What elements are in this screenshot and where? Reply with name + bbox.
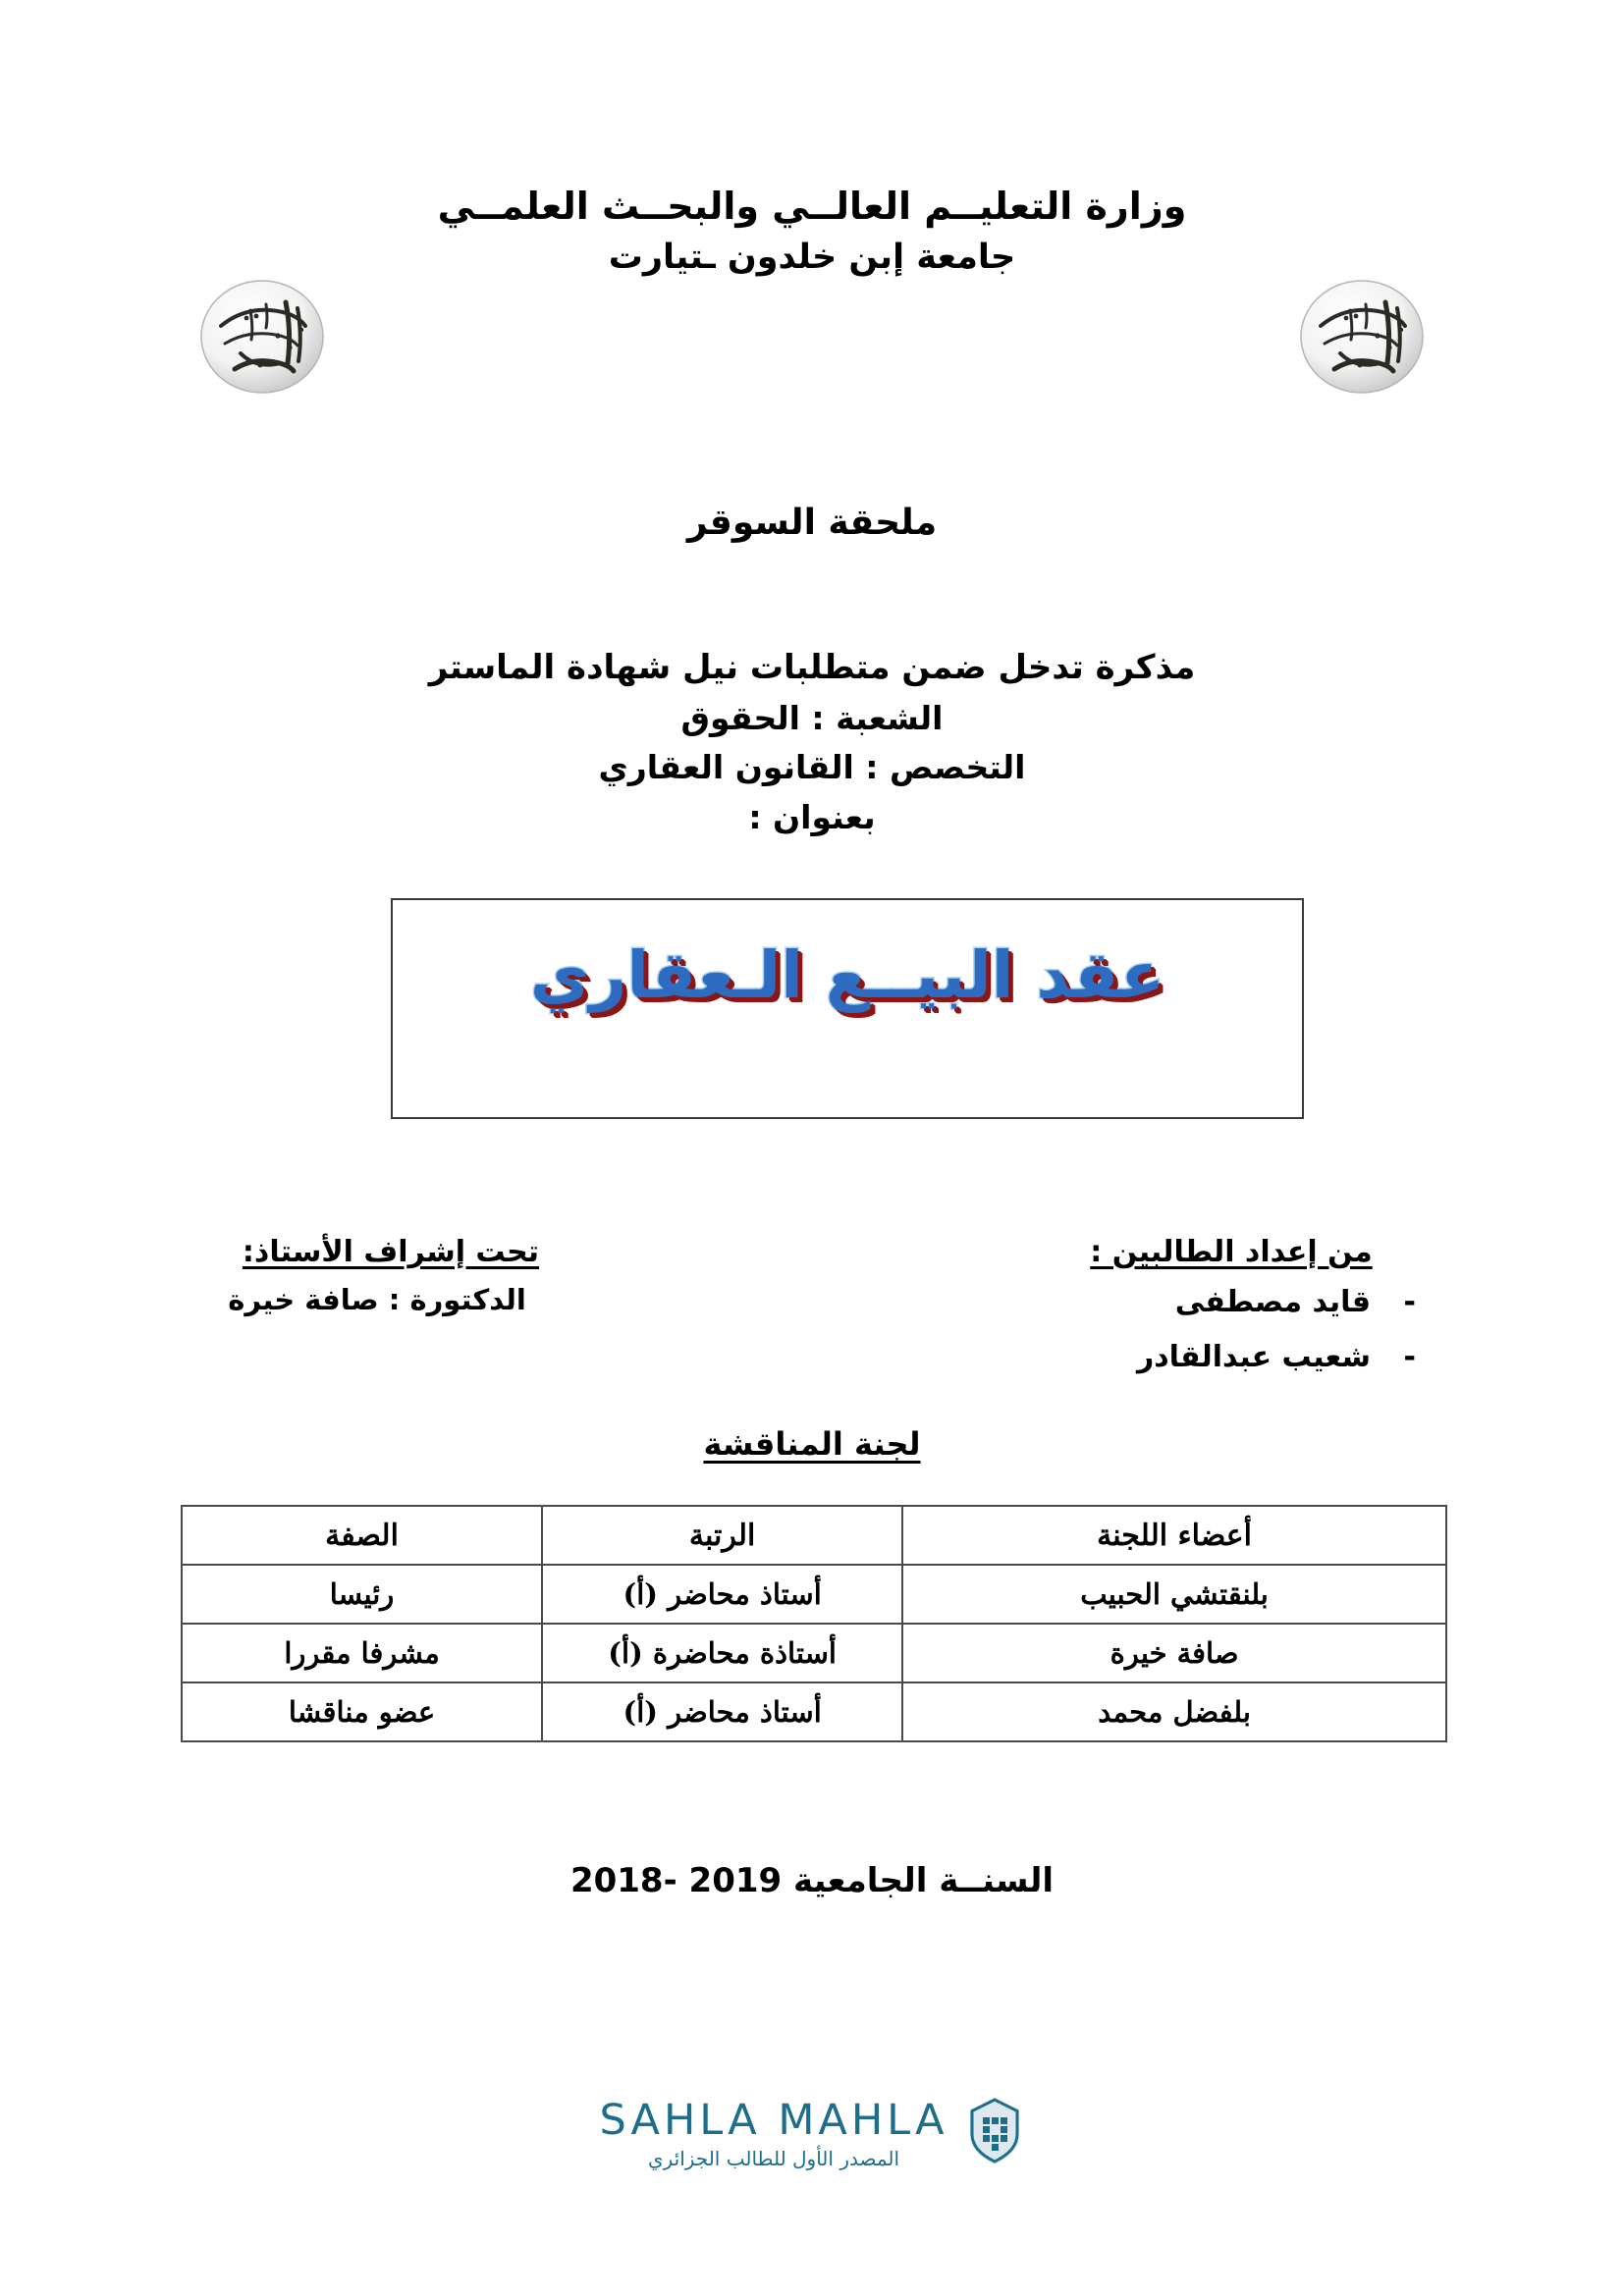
column-header-role: الصفة	[182, 1506, 542, 1565]
jury-member-role: مشرفا مقررا	[182, 1624, 542, 1682]
table-row	[182, 1624, 1446, 1682]
ministry-line: وزارة التعليــم العالــي والبحــث العلمــي	[437, 185, 1187, 228]
degree-branch: الشعبة : الحقوق	[680, 698, 944, 737]
university-seal-left-icon	[191, 275, 333, 399]
degree-block	[0, 643, 1624, 836]
jury-member-name: صافة خيرة	[902, 1624, 1446, 1682]
students-heading: من إعداد الطالبين :	[1090, 1235, 1373, 1269]
jury-member-role: عضو مناقشا	[182, 1682, 542, 1741]
supervisor-block	[145, 1235, 636, 1316]
academic-year-value: 2018- 2019	[569, 1861, 783, 1900]
jury-member-name: بلنقتشي الحبيب	[902, 1565, 1446, 1624]
academic-year	[0, 1861, 1624, 1900]
student-name: قايد مصطفى	[1174, 1285, 1371, 1319]
degree-statement: مذكرة تدخل ضمن متطلبات نيل شهادة الماستر	[428, 648, 1196, 687]
student-name-row	[996, 1337, 1467, 1379]
student-name: شعيب عبدالقادر	[1136, 1339, 1371, 1374]
student-bullet: -	[1403, 1339, 1416, 1374]
document-header	[0, 182, 1624, 280]
student-name-row	[996, 1282, 1467, 1324]
jury-member-rank: أستاذة محاضرة (أ)	[542, 1624, 902, 1682]
brand-footer	[0, 2096, 1624, 2170]
brand-tagline: المصدر الأول للطالب الجزائري	[647, 2147, 900, 2170]
academic-year-label: السنــة الجامعية	[793, 1861, 1055, 1900]
university-seal-right-icon	[1291, 275, 1433, 399]
annex-line: ملحقة السوقر	[686, 503, 938, 543]
table-header-row	[182, 1506, 1446, 1565]
titled-label: بعنوان :	[748, 797, 876, 836]
column-header-member: أعضاء اللجنة	[902, 1506, 1446, 1565]
table-row	[182, 1565, 1446, 1624]
brand-text-block	[599, 2096, 947, 2170]
jury-member-name: بلفضل محمد	[902, 1682, 1446, 1741]
students-block	[996, 1235, 1467, 1378]
supervisor-heading: تحت إشراف الأستاذ:	[242, 1235, 540, 1269]
jury-member-role: رئيسا	[182, 1565, 542, 1624]
jury-title-text: لجنة المناقشة	[703, 1425, 921, 1463]
brand-name: SAHLA MAHLA	[599, 2096, 948, 2145]
degree-specialty: التخصص : القانون العقاري	[598, 747, 1026, 786]
table-row	[182, 1682, 1446, 1741]
thesis-title-frame	[391, 898, 1304, 1119]
jury-member-rank: أستاذ محاضر (أ)	[542, 1565, 902, 1624]
sahla-mahla-logo-icon	[964, 2096, 1025, 2170]
jury-section-title	[0, 1425, 1624, 1463]
jury-table	[181, 1505, 1447, 1742]
column-header-rank: الرتبة	[542, 1506, 902, 1565]
thesis-title: عقد البيــع الـعقاري	[529, 937, 1165, 1013]
university-line: جامعة إبن خلدون ـتيارت	[608, 238, 1016, 278]
student-bullet: -	[1403, 1285, 1416, 1319]
supervisor-name: الدكتورة : صافة خيرة	[228, 1283, 526, 1316]
jury-member-rank: أستاذ محاضر (أ)	[542, 1682, 902, 1741]
